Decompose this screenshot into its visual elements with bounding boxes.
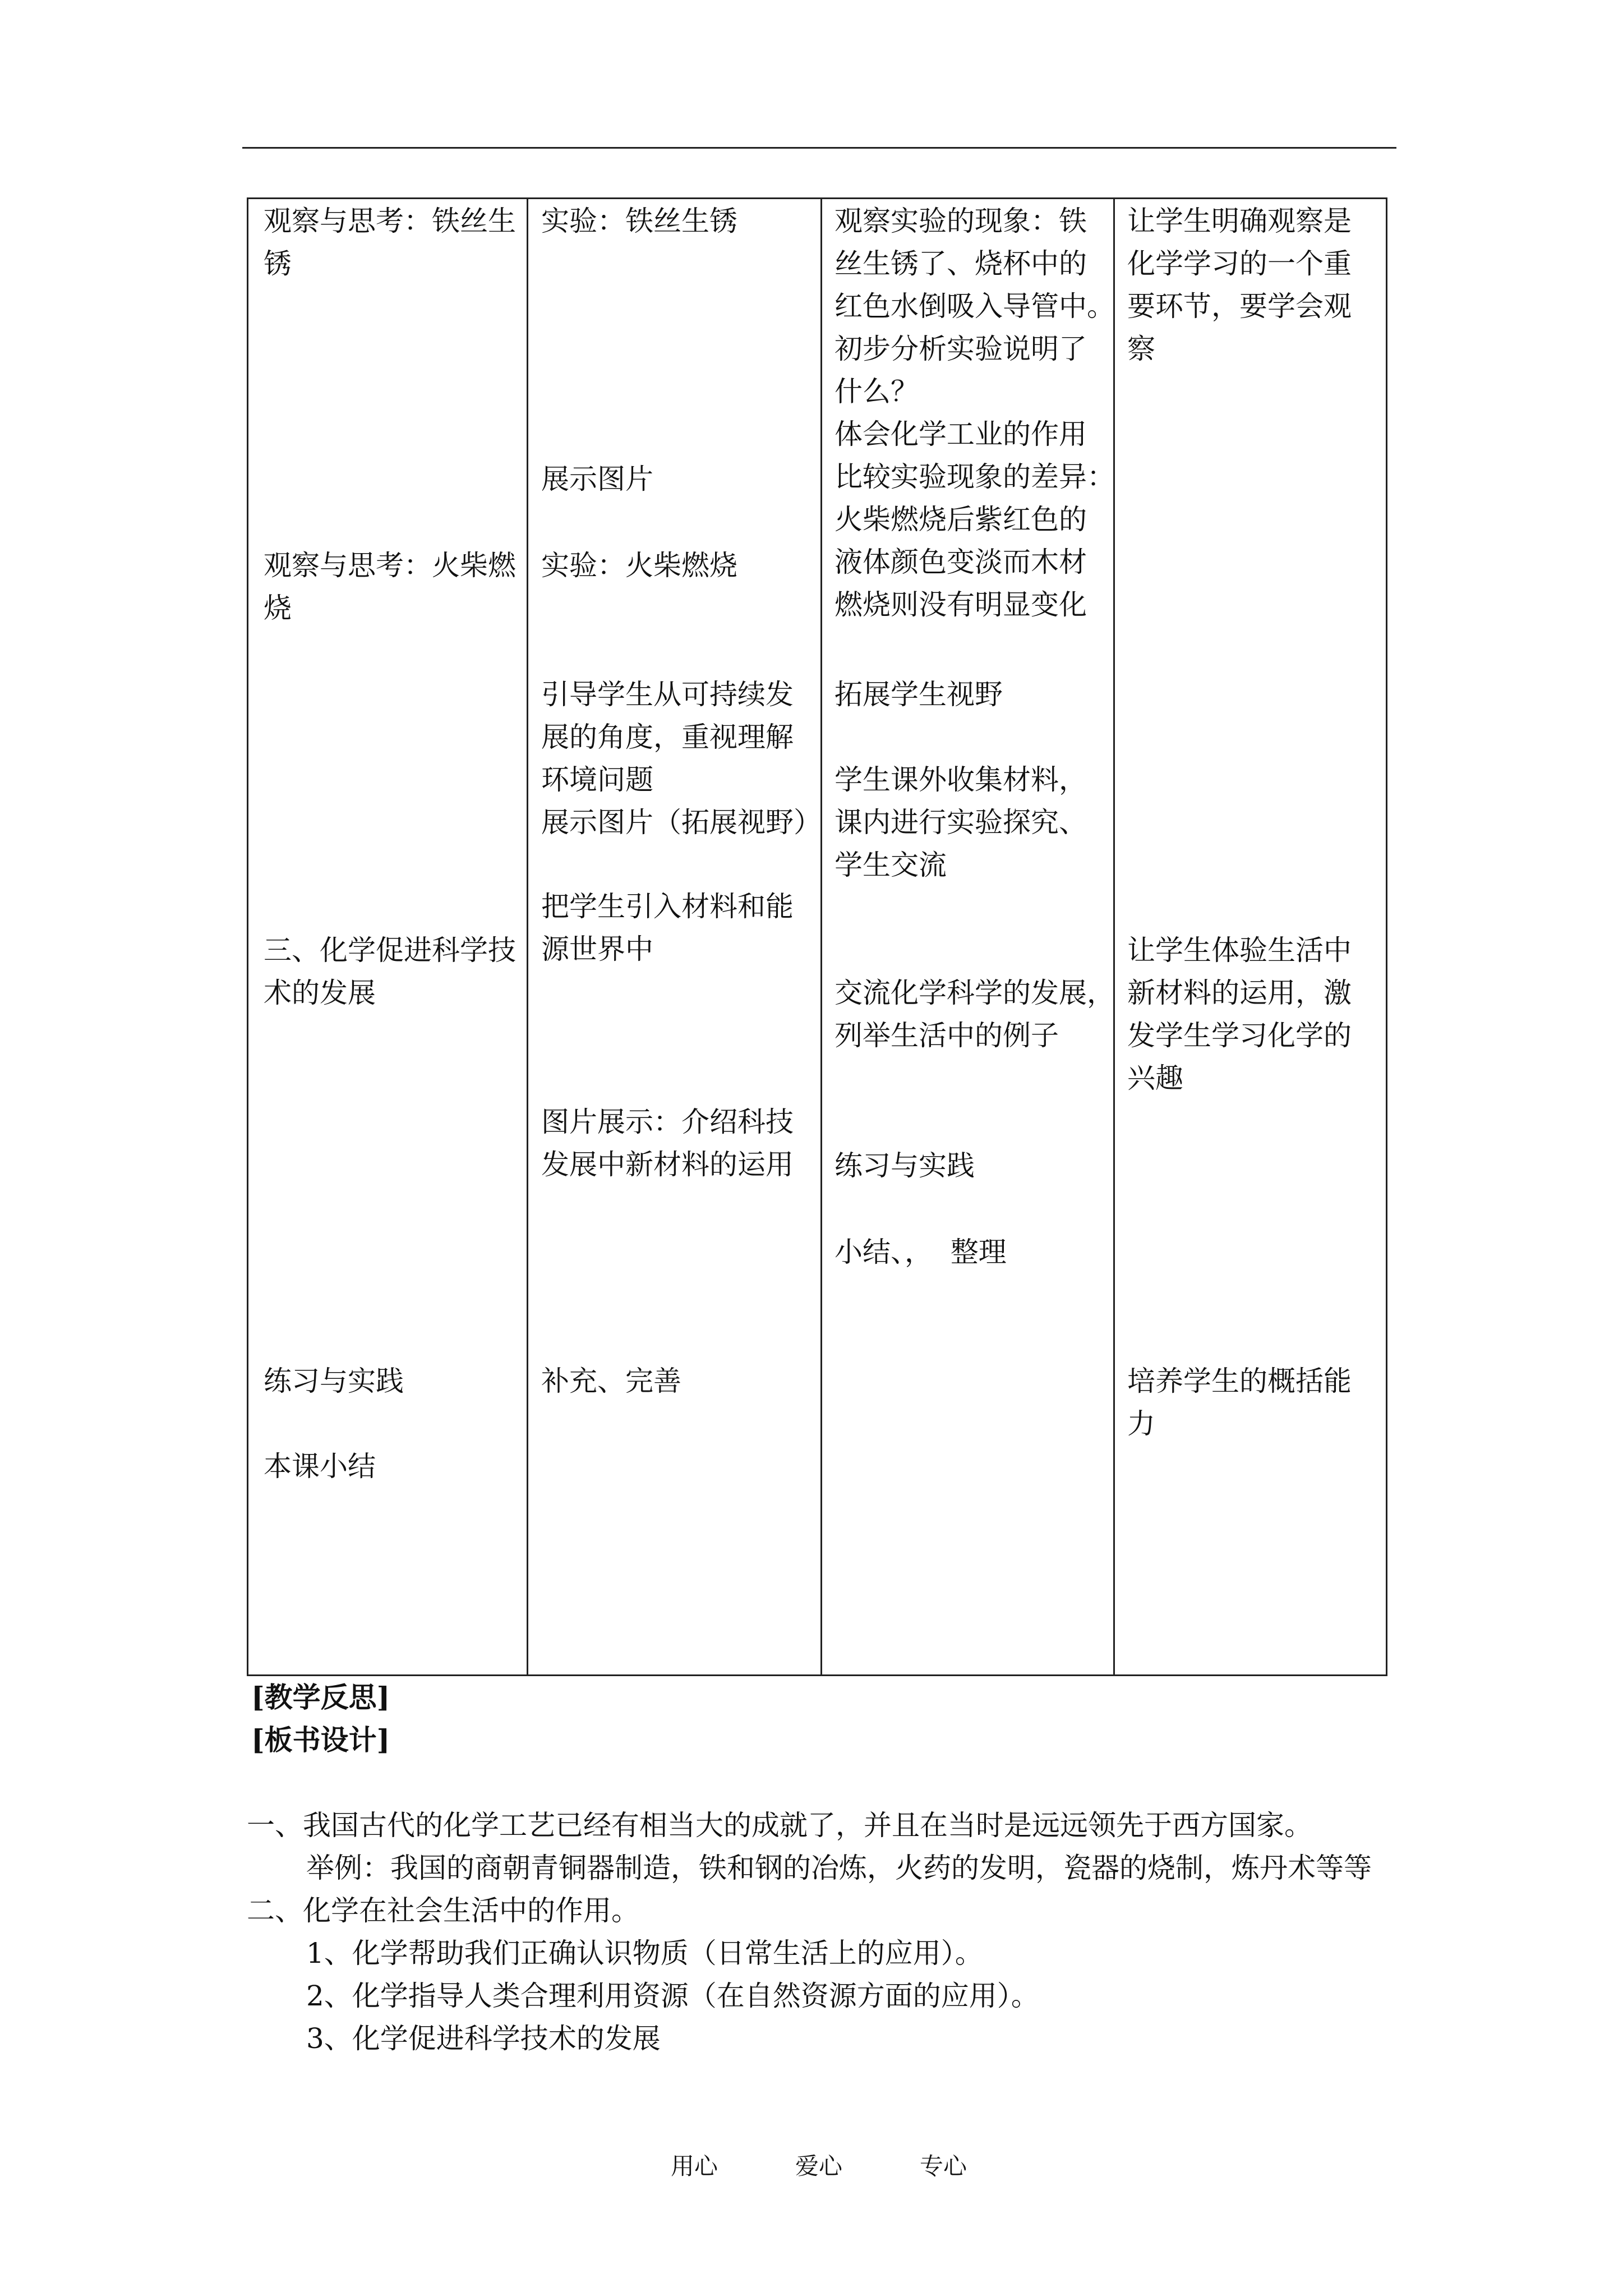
text-line: 展示图片（拓展视野） — [541, 806, 822, 839]
intent-observe — [1127, 200, 1352, 370]
text-line: 观察与思考：铁丝生 — [264, 205, 516, 237]
text-line: 三、化学促进科学技 — [264, 934, 516, 967]
step-summary: 本课小结 — [264, 1450, 376, 1483]
text-line: 观察与思考：火柴燃 — [264, 549, 516, 582]
text-line: 学生课外收集材料， — [834, 763, 1087, 796]
text-line: 列举生活中的例子 — [834, 1019, 1059, 1052]
reflection-heading: [教学反思] — [251, 1681, 390, 1714]
column-divider — [820, 199, 822, 1674]
text-line: 交流化学科学的发展， — [834, 977, 1115, 1009]
text-line: 兴趣 — [1127, 1062, 1183, 1094]
teacher-picture-show — [541, 1101, 794, 1186]
student-practice: 练习与实践 — [834, 1149, 975, 1182]
step-observe-rust — [264, 200, 516, 285]
text-line: 课内进行实验探究、 — [834, 806, 1087, 839]
text-line: 要环节，要学会观 — [1127, 290, 1352, 323]
text-line: 火柴燃烧后紫红色的 — [834, 503, 1087, 536]
board-sub-two: 2、化学指导人类合理利用资源（在自然资源方面的应用）。 — [306, 1980, 1039, 2012]
teacher-introduce — [541, 885, 794, 970]
text-line: 锈 — [264, 247, 292, 280]
text-line: 让学生明确观察是 — [1127, 205, 1352, 237]
header-rule — [242, 147, 1396, 149]
footer-word-love: 爱心 — [795, 2152, 843, 2180]
intent-experience — [1127, 929, 1352, 1099]
text-line: 把学生引入材料和能 — [541, 890, 794, 923]
text-line: 术的发展 — [264, 977, 376, 1009]
teacher-guide — [541, 673, 822, 844]
text-line: 丝生锈了、烧杯中的 — [834, 247, 1087, 280]
teacher-show-pictures: 展示图片 — [541, 463, 653, 495]
text-line: 发展中新材料的运用 — [541, 1148, 794, 1181]
text-line: 源世界中 — [541, 933, 653, 965]
footer-word-heart: 用心 — [671, 2152, 718, 2180]
board-sub-one: 1、化学帮助我们正确认识物质（日常生活上的应用）。 — [306, 1937, 983, 1970]
text-line: 红色水倒吸入导管中。 — [834, 290, 1115, 323]
footer-word-focus: 专心 — [920, 2152, 967, 2180]
teacher-experiment-rust: 实验：铁丝生锈 — [541, 205, 737, 237]
teacher-experiment-match: 实验：火柴燃烧 — [541, 549, 737, 582]
text-line: 学生交流 — [834, 849, 947, 881]
text-line: 燃烧则没有明显变化 — [834, 588, 1087, 621]
text-line: 化学学习的一个重 — [1127, 247, 1352, 280]
step-practice: 练习与实践 — [264, 1365, 404, 1397]
text-line: 图片展示：介绍科技 — [541, 1106, 794, 1138]
text-line: 察 — [1127, 333, 1155, 365]
text-line: 力 — [1127, 1407, 1155, 1440]
text-line: 初步分析实验说明了 — [834, 333, 1087, 365]
text-line: 培养学生的概括能 — [1127, 1365, 1352, 1397]
text-line: 液体颜色变淡而木材 — [834, 546, 1087, 578]
board-design-heading: [板书设计] — [251, 1723, 390, 1756]
student-expand-view: 拓展学生视野 — [834, 678, 1003, 711]
step-section-three — [264, 929, 516, 1014]
student-observe — [834, 200, 1115, 626]
text-line: 新材料的运用，激 — [1127, 977, 1352, 1009]
text-line: 体会化学工业的作用 — [834, 418, 1087, 450]
text-line: 比较实验现象的差异： — [834, 461, 1115, 493]
board-point-two: 二、化学在社会生活中的作用。 — [247, 1894, 639, 1927]
step-observe-match — [264, 544, 516, 629]
board-point-one: 一、我国古代的化学工艺已经有相当大的成就了，并且在当时是远远领先于西方国家。 — [247, 1809, 1312, 1842]
board-example: 举例：我国的商朝青铜器制造，铁和钢的冶炼，火药的发明，瓷器的烧制，炼丹术等等 — [306, 1852, 1372, 1884]
text-line: 让学生体验生活中 — [1127, 934, 1352, 967]
teacher-supplement: 补充、完善 — [541, 1365, 681, 1397]
student-collect — [834, 758, 1087, 886]
text-line: 环境问题 — [541, 763, 653, 796]
text-line: 观察实验的现象：铁 — [834, 205, 1087, 237]
text-line: 烧 — [264, 592, 292, 624]
text-line: 发学生学习化学的 — [1127, 1019, 1352, 1052]
student-communicate — [834, 972, 1115, 1057]
intent-generalize — [1127, 1360, 1352, 1445]
text-line: 展的角度，重视理解 — [541, 721, 794, 753]
text-line: 什么？ — [834, 375, 919, 408]
student-summary: 小结、， 整理 — [834, 1236, 1007, 1268]
column-divider — [527, 199, 528, 1674]
board-sub-three: 3、化学促进科学技术的发展 — [306, 2022, 661, 2055]
text-line: 引导学生从可持续发 — [541, 678, 794, 711]
